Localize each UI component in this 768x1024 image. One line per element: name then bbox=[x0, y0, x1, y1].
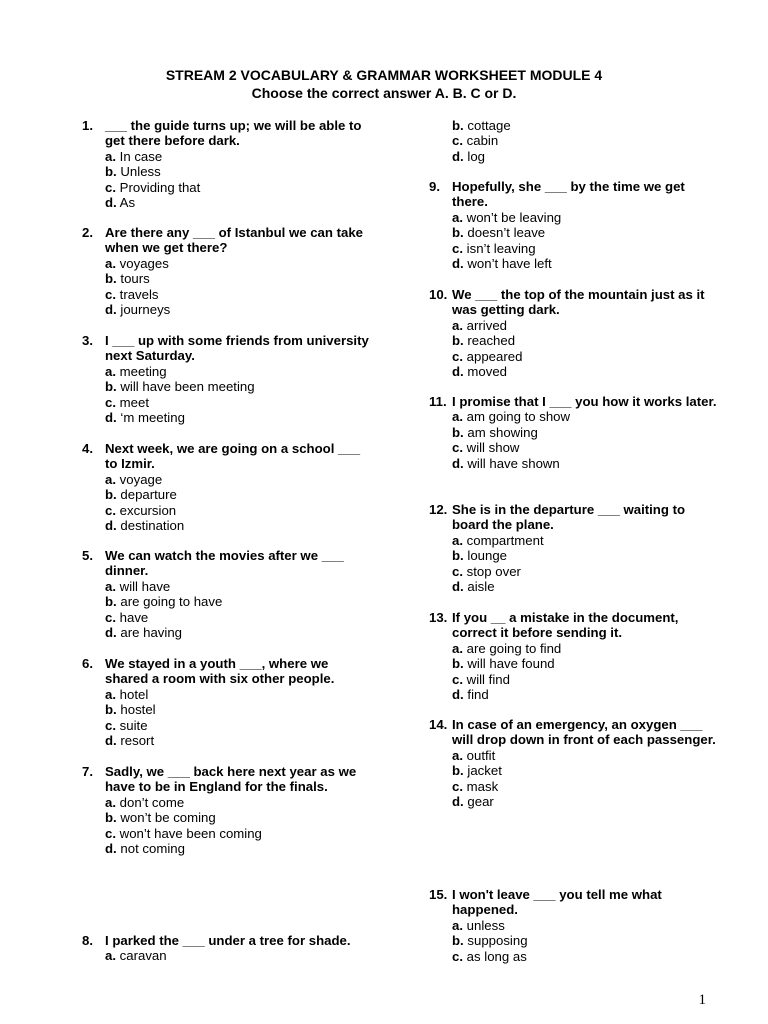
option-b[interactable]: b. will have been meeting bbox=[105, 379, 255, 395]
question-stem: Sadly, we ___ back here next year as we have to be in England for the finals. bbox=[105, 764, 357, 795]
question-5 bbox=[82, 548, 372, 640]
option-d[interactable]: d. ‘m meeting bbox=[105, 410, 185, 426]
question-number: 6. bbox=[82, 656, 93, 671]
question-number: 10. bbox=[429, 287, 448, 302]
option-a[interactable]: a. don’t come bbox=[105, 794, 185, 810]
option-d[interactable]: d. log bbox=[452, 148, 486, 164]
option-a[interactable]: a. hotel bbox=[105, 686, 149, 702]
question-stem: I ___ up with some friends from university next Saturday. bbox=[105, 333, 369, 364]
question-3 bbox=[82, 333, 372, 425]
question-number: 12. bbox=[429, 502, 448, 517]
option-c[interactable]: c. isn’t leaving bbox=[452, 240, 536, 256]
question-number: 3. bbox=[82, 333, 93, 348]
option-c[interactable]: c. as long as bbox=[452, 948, 527, 964]
option-c[interactable]: c. travels bbox=[105, 286, 159, 302]
option-d[interactable]: d. find bbox=[452, 687, 489, 703]
option-b[interactable]: b. departure bbox=[105, 487, 177, 503]
question-stem: In case of an emergency, an oxygen ___ will drop down in front of each passenger. bbox=[452, 717, 716, 748]
option-a[interactable]: a. unless bbox=[452, 917, 505, 933]
option-b[interactable]: b. Unless bbox=[105, 164, 161, 180]
question-number: 9. bbox=[429, 179, 440, 194]
option-b[interactable]: b. doesn’t leave bbox=[452, 225, 546, 241]
option-c[interactable]: c. will find bbox=[452, 671, 510, 687]
option-d[interactable]: d. not coming bbox=[105, 841, 185, 857]
question-1 bbox=[82, 118, 372, 210]
option-c[interactable]: c. won’t have been coming bbox=[105, 825, 262, 841]
option-c[interactable]: c. suite bbox=[105, 717, 148, 733]
title-line-2: Choose the correct answer A. B. C or D. bbox=[251, 85, 517, 101]
option-d[interactable]: d. resort bbox=[105, 733, 155, 749]
option-b[interactable]: b. reached bbox=[452, 333, 516, 349]
question-4 bbox=[82, 441, 372, 533]
option-d[interactable]: d. destination bbox=[105, 518, 185, 534]
option-a[interactable]: a. voyages bbox=[105, 255, 169, 271]
question-stem: Hopefully, she ___ by the time we get there. bbox=[452, 179, 685, 210]
option-a[interactable]: a. am going to show bbox=[452, 409, 571, 425]
question-number: 8. bbox=[82, 933, 93, 948]
option-c[interactable]: c. appeared bbox=[452, 348, 523, 364]
option-b[interactable]: b. tours bbox=[105, 271, 150, 287]
question-stem: If you __ a mistake in the document, correct it before sending it. bbox=[452, 610, 679, 641]
option-a[interactable]: a. compartment bbox=[452, 532, 544, 548]
question-6 bbox=[82, 656, 372, 748]
option-b[interactable]: b. cottage bbox=[452, 118, 511, 133]
question-number: 2. bbox=[82, 225, 93, 240]
question-10 bbox=[429, 287, 719, 379]
question-2 bbox=[82, 225, 372, 317]
option-b[interactable]: b. won’t be coming bbox=[105, 810, 216, 826]
question-number: 5. bbox=[82, 548, 93, 563]
option-b[interactable]: b. are going to have bbox=[105, 594, 223, 610]
question-stem: We can watch the movies after we ___ dinner. bbox=[105, 548, 344, 579]
question-9 bbox=[429, 179, 719, 271]
question-12 bbox=[429, 502, 719, 594]
title-line-1: STREAM 2 VOCABULARY & GRAMMAR WORKSHEET MODULE 4 bbox=[165, 67, 603, 83]
question-14 bbox=[429, 717, 719, 809]
question-stem: Next week, we are going on a school ___ to Izmir. bbox=[105, 441, 361, 472]
question-stem: I won't leave ___ you tell me what happened. bbox=[452, 887, 662, 918]
question-stem: We stayed in a youth ___, where we shared a room with six other people. bbox=[105, 656, 335, 687]
option-d[interactable]: d. As bbox=[105, 195, 136, 211]
option-a[interactable]: a. arrived bbox=[452, 317, 507, 333]
question-number: 13. bbox=[429, 610, 448, 625]
option-d[interactable]: d. are having bbox=[105, 625, 182, 641]
question-8 bbox=[82, 933, 372, 964]
option-c[interactable]: c. will show bbox=[452, 440, 520, 456]
option-c[interactable]: c. meet bbox=[105, 394, 149, 410]
question-stem: We ___ the top of the mountain just as it was getting dark. bbox=[452, 287, 705, 318]
option-c[interactable]: c. have bbox=[105, 609, 149, 625]
option-c[interactable]: c. Providing that bbox=[105, 179, 201, 195]
question-7 bbox=[82, 764, 372, 856]
option-d[interactable]: d. gear bbox=[452, 794, 494, 810]
option-a[interactable]: a. caravan bbox=[105, 948, 167, 964]
question-number: 4. bbox=[82, 441, 93, 456]
option-d[interactable]: d. will have shown bbox=[452, 455, 560, 471]
option-a[interactable]: a. meeting bbox=[105, 363, 167, 379]
question-stem: She is in the departure ___ waiting to board the plane. bbox=[452, 502, 686, 533]
question-number: 15. bbox=[429, 887, 448, 902]
question-11 bbox=[429, 394, 719, 471]
option-b[interactable]: b. jacket bbox=[452, 763, 502, 779]
worksheet-title bbox=[0, 66, 768, 102]
option-c[interactable]: c. excursion bbox=[105, 502, 177, 518]
question-13 bbox=[429, 610, 719, 702]
option-d[interactable]: d. journeys bbox=[105, 302, 171, 318]
question-number: 7. bbox=[82, 764, 93, 779]
option-b[interactable]: b. hostel bbox=[105, 702, 156, 718]
question-number: 1. bbox=[82, 118, 93, 133]
option-d[interactable]: d. won’t have left bbox=[452, 256, 552, 272]
option-b[interactable]: b. will have found bbox=[452, 656, 555, 672]
option-c[interactable]: c. cabin bbox=[452, 133, 499, 149]
question-stem: I promise that I ___ you how it works later. bbox=[452, 394, 717, 409]
question-15 bbox=[429, 887, 719, 964]
question-number: 11. bbox=[429, 394, 447, 409]
question-stem: Are there any ___ of Istanbul we can take when we get there? bbox=[105, 225, 363, 256]
option-d[interactable]: d. aisle bbox=[452, 579, 495, 595]
question-8-continued bbox=[429, 118, 719, 164]
page-number: 1 bbox=[698, 992, 706, 1008]
option-c[interactable]: c. mask bbox=[452, 778, 499, 794]
option-a[interactable]: a. In case bbox=[105, 148, 163, 164]
option-b[interactable]: b. am showing bbox=[452, 424, 538, 440]
question-stem: ___ the guide turns up; we will be able to get there before dark. bbox=[105, 118, 362, 149]
option-a[interactable]: a. won’t be leaving bbox=[452, 209, 562, 225]
option-a[interactable]: a. will have bbox=[105, 578, 171, 594]
question-number: 14. bbox=[429, 717, 448, 732]
option-c[interactable]: c. stop over bbox=[452, 563, 521, 579]
question-stem: I parked the ___ under a tree for shade. bbox=[105, 933, 351, 948]
option-a[interactable]: a. are going to find bbox=[452, 640, 562, 656]
option-b[interactable]: b. supposing bbox=[452, 933, 528, 949]
option-a[interactable]: a. outfit bbox=[452, 747, 496, 763]
option-a[interactable]: a. voyage bbox=[105, 471, 163, 487]
option-b[interactable]: b. lounge bbox=[452, 548, 508, 564]
option-d[interactable]: d. moved bbox=[452, 364, 507, 380]
